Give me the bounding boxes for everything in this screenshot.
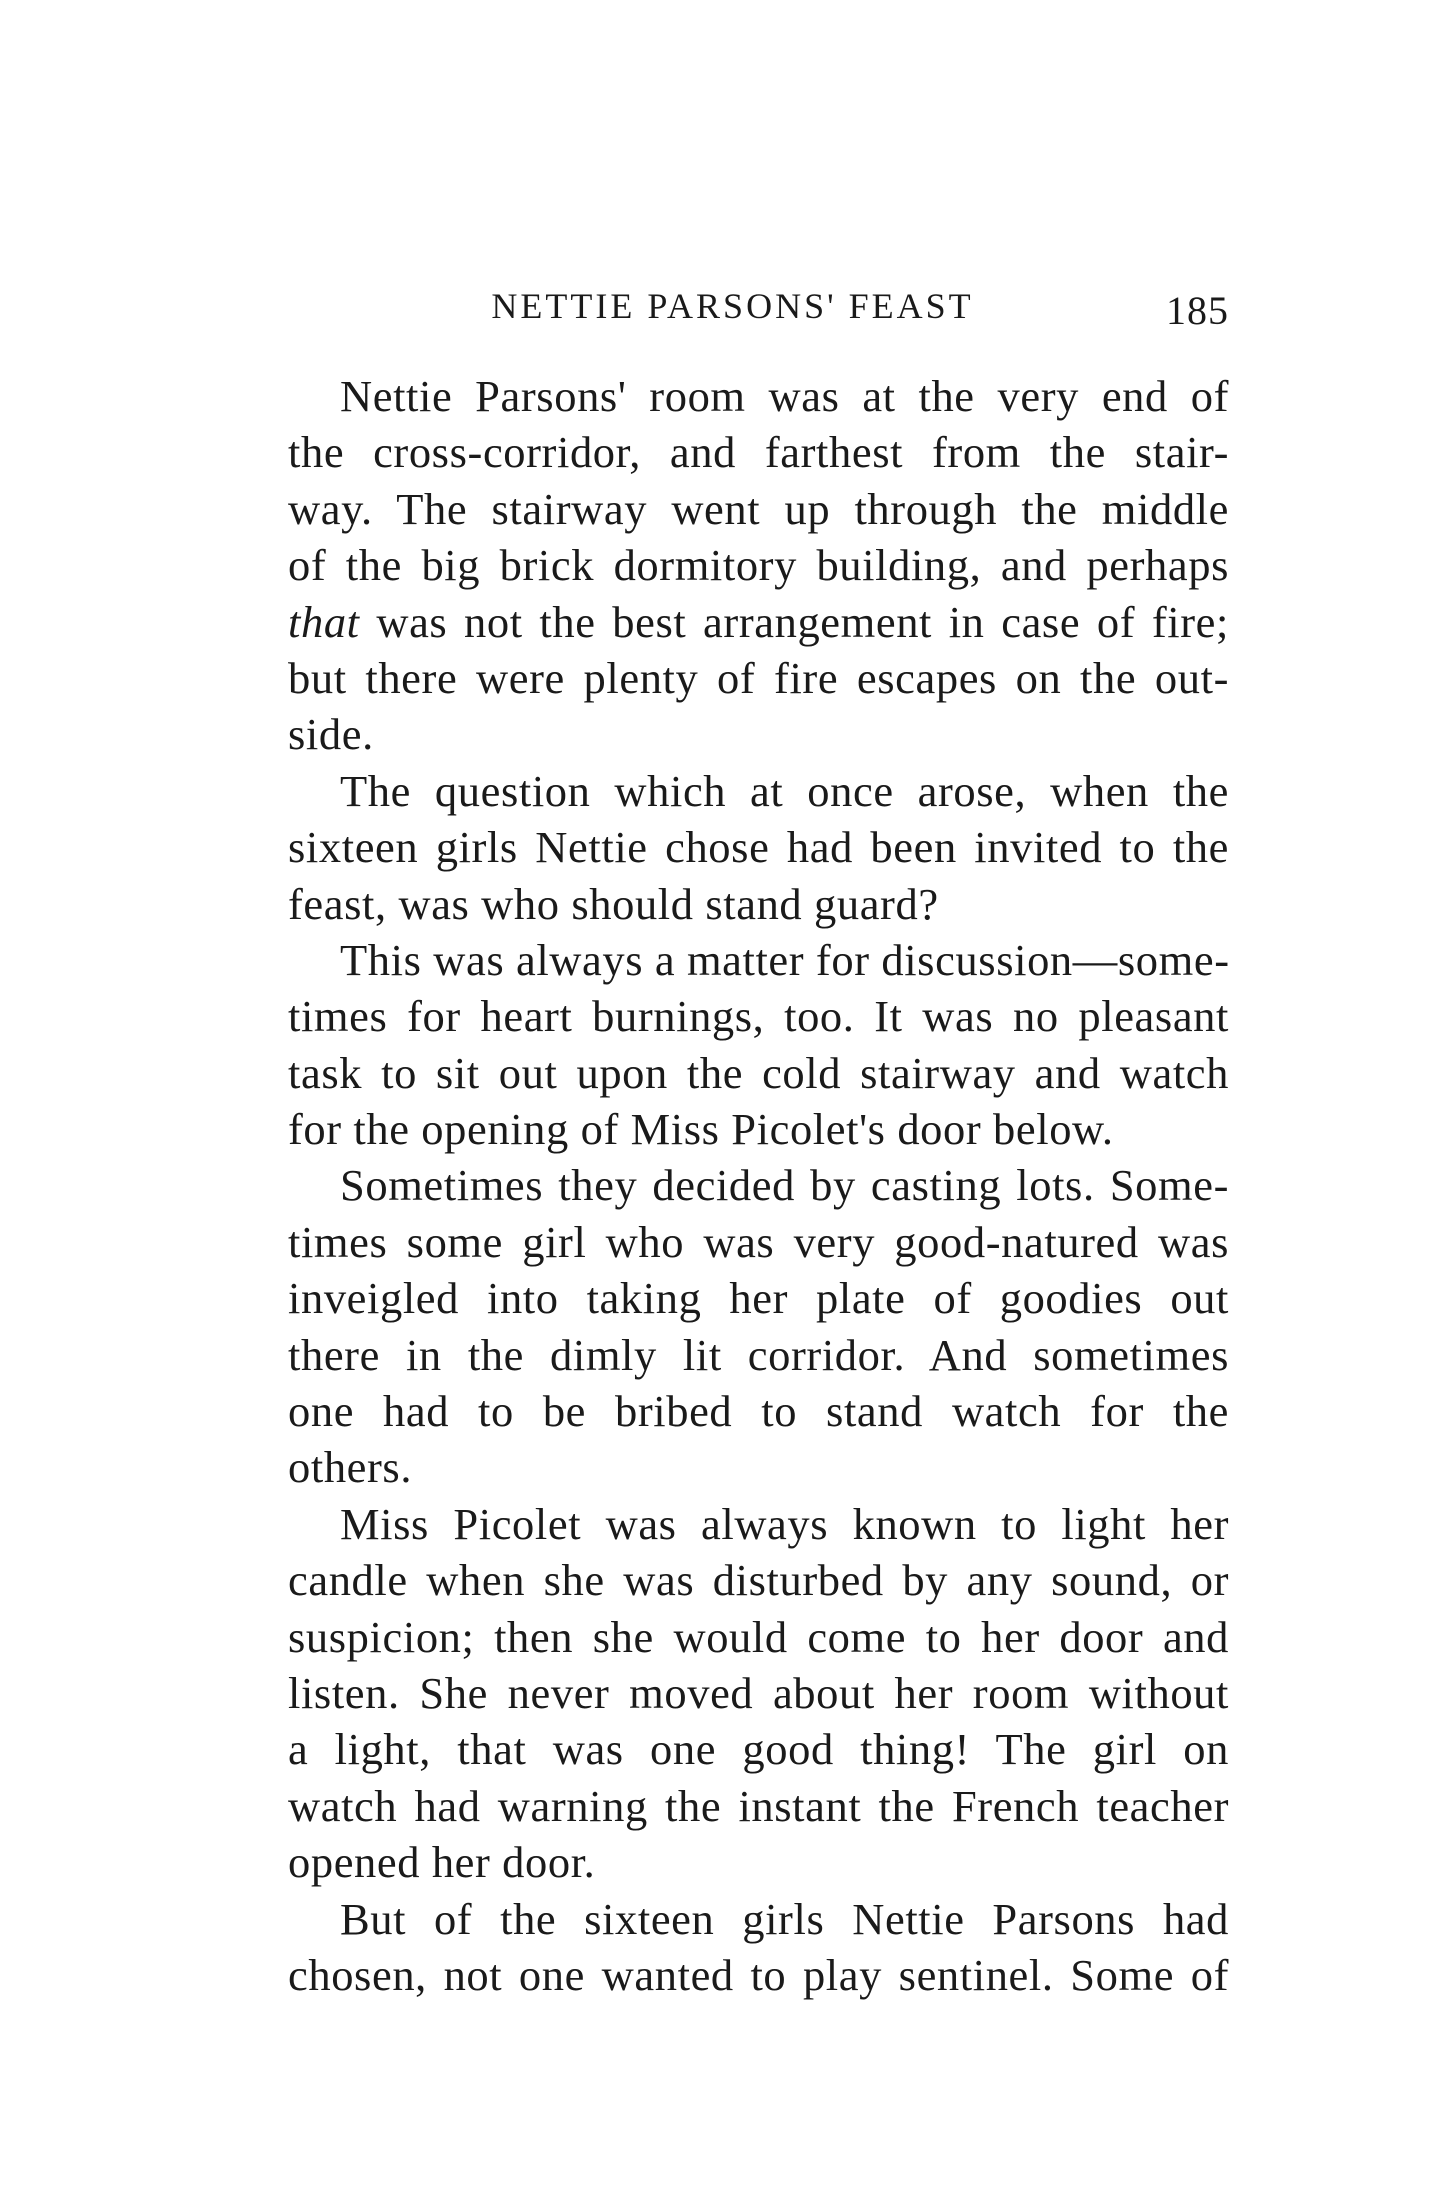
text-line: way. The stairway went up through the middle: [288, 483, 1229, 534]
paragraph-5: [236, 1496, 1229, 1891]
body-text: [236, 368, 1229, 2003]
text-line: times for heart burnings, too. It was no pleasant: [288, 991, 1229, 1042]
text-line: listen. She never moved about her room without: [288, 1667, 1229, 1718]
text-line: Sometimes they decided by casting lots. Some-: [340, 1160, 1229, 1211]
paragraph-2: [236, 763, 1229, 932]
text-line: one had to be bribed to stand watch for the: [288, 1386, 1229, 1437]
text-line: of the big brick dormitory building, and perhaps: [288, 540, 1229, 591]
text-line: inveigled into taking her plate of goodies out: [288, 1273, 1229, 1324]
text-line: others.: [288, 1442, 413, 1493]
text-line: opened her door.: [288, 1837, 596, 1888]
text-line: feast, was who should stand guard?: [288, 878, 939, 929]
text-line: candle when she was disturbed by any sound, or: [288, 1555, 1229, 1606]
text-line: side.: [288, 709, 374, 760]
paragraph-4: [236, 1157, 1229, 1495]
paragraph-3: [236, 932, 1229, 1158]
italic-word: that: [288, 596, 360, 647]
text-line: But of the sixteen girls Nettie Parsons had: [340, 1893, 1229, 1944]
text-line: for the opening of Miss Picolet's door below.: [288, 1104, 1114, 1155]
text-line: Miss Picolet was always known to light her: [340, 1498, 1229, 1549]
text-line: there in the dimly lit corridor. And sometimes: [288, 1329, 1229, 1380]
text-line: watch had warning the instant the French teacher: [288, 1780, 1229, 1831]
text-line: chosen, not one wanted to play sentinel. Some of: [288, 1949, 1229, 2000]
text-line: task to sit out upon the cold stairway and watch: [288, 1047, 1229, 1098]
text-line: times some girl who was very good-natured was: [288, 1216, 1229, 1267]
paragraph-1: [236, 368, 1229, 763]
text-line: The question which at once arose, when the: [340, 765, 1229, 816]
running-title: NETTIE PARSONS' FEAST: [491, 286, 974, 326]
page-number: 185: [1166, 288, 1229, 333]
running-head: [236, 285, 1229, 345]
text-line: the cross-corridor, and farthest from the stair-: [288, 427, 1229, 478]
text-line: a light, that was one good thing! The girl on: [288, 1724, 1229, 1775]
text-line-italic: [236, 594, 1229, 650]
text-line: This was always a matter for discussion—some-: [340, 934, 1230, 985]
text-line: Nettie Parsons' room was at the very end of: [340, 371, 1229, 421]
text-line: but there were plenty of fire escapes on the out-: [288, 652, 1229, 703]
text-line-rest: was not the best arrangement in case of fire;: [359, 596, 1229, 647]
text-line: suspicion; then she would come to her door and: [288, 1611, 1229, 1662]
paragraph-6: [236, 1891, 1229, 2004]
text-line: sixteen girls Nettie chose had been invited to the: [288, 822, 1229, 873]
